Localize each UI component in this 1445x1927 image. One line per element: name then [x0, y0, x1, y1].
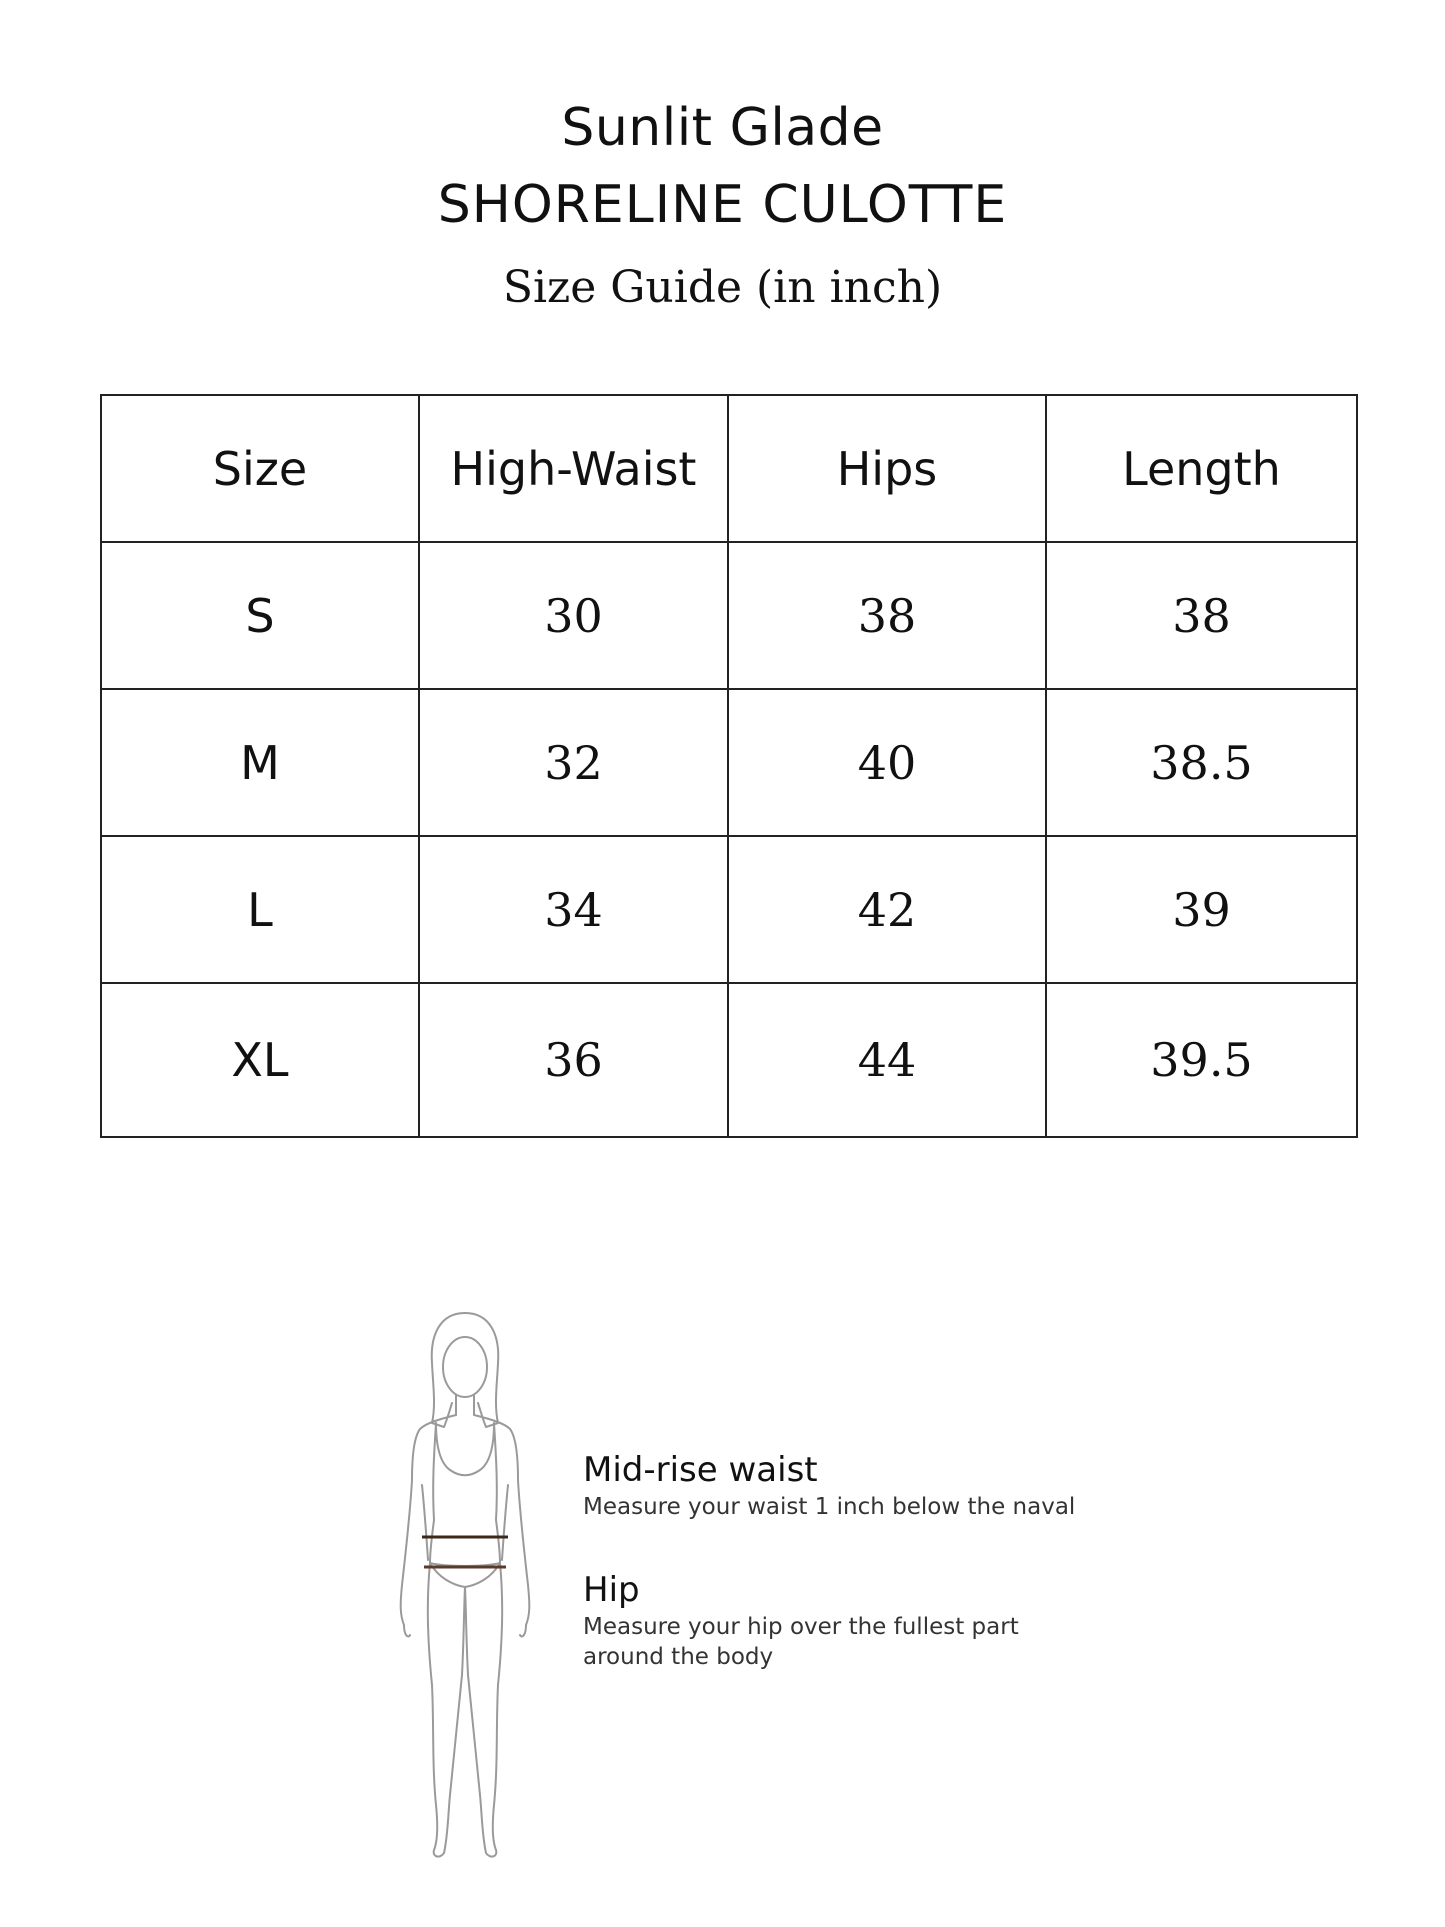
- high-waist-cell: 32: [419, 689, 728, 836]
- size-guide-subtitle: Size Guide (in inch): [502, 262, 943, 313]
- table-row: [101, 983, 1357, 1137]
- hips-cell: 42: [728, 836, 1046, 983]
- hips-cell: 40: [728, 689, 1046, 836]
- length-cell: 39.5: [1046, 983, 1357, 1137]
- column-header-length: Length: [1046, 395, 1357, 542]
- hip-guide-description-line1: Measure your hip over the fullest part: [583, 1614, 1019, 1640]
- brand-name: Sunlit Glade: [561, 98, 884, 158]
- body-figure-illustration: [370, 1305, 560, 1875]
- column-header-size: Size: [101, 395, 419, 542]
- hip-guide-description-line2: around the body: [583, 1644, 774, 1670]
- waist-guide-description: Measure your waist 1 inch below the naval: [583, 1494, 1076, 1520]
- length-cell: 38: [1046, 542, 1357, 689]
- hips-cell: 44: [728, 983, 1046, 1137]
- waist-guide-title: Mid-rise waist: [583, 1450, 818, 1490]
- table-header-row: [101, 395, 1357, 542]
- table-row: [101, 542, 1357, 689]
- table-row: [101, 689, 1357, 836]
- high-waist-cell: 34: [419, 836, 728, 983]
- length-cell: 39: [1046, 836, 1357, 983]
- high-waist-cell: 36: [419, 983, 728, 1137]
- hip-guide-title: Hip: [583, 1570, 640, 1610]
- length-cell: 38.5: [1046, 689, 1357, 836]
- product-title: SHORELINE CULOTTE: [437, 175, 1008, 235]
- high-waist-cell: 30: [419, 542, 728, 689]
- size-table: [100, 394, 1358, 1138]
- hip-guide: [583, 1570, 1019, 1672]
- waist-guide: [583, 1450, 1075, 1522]
- size-cell: L: [101, 836, 419, 983]
- hips-cell: 38: [728, 542, 1046, 689]
- figure-outline: [401, 1313, 530, 1857]
- column-header-high-waist: High-Waist: [419, 395, 728, 542]
- size-cell: XL: [101, 983, 419, 1137]
- size-cell: M: [101, 689, 419, 836]
- column-header-hips: Hips: [728, 395, 1046, 542]
- table-row: [101, 836, 1357, 983]
- size-cell: S: [101, 542, 419, 689]
